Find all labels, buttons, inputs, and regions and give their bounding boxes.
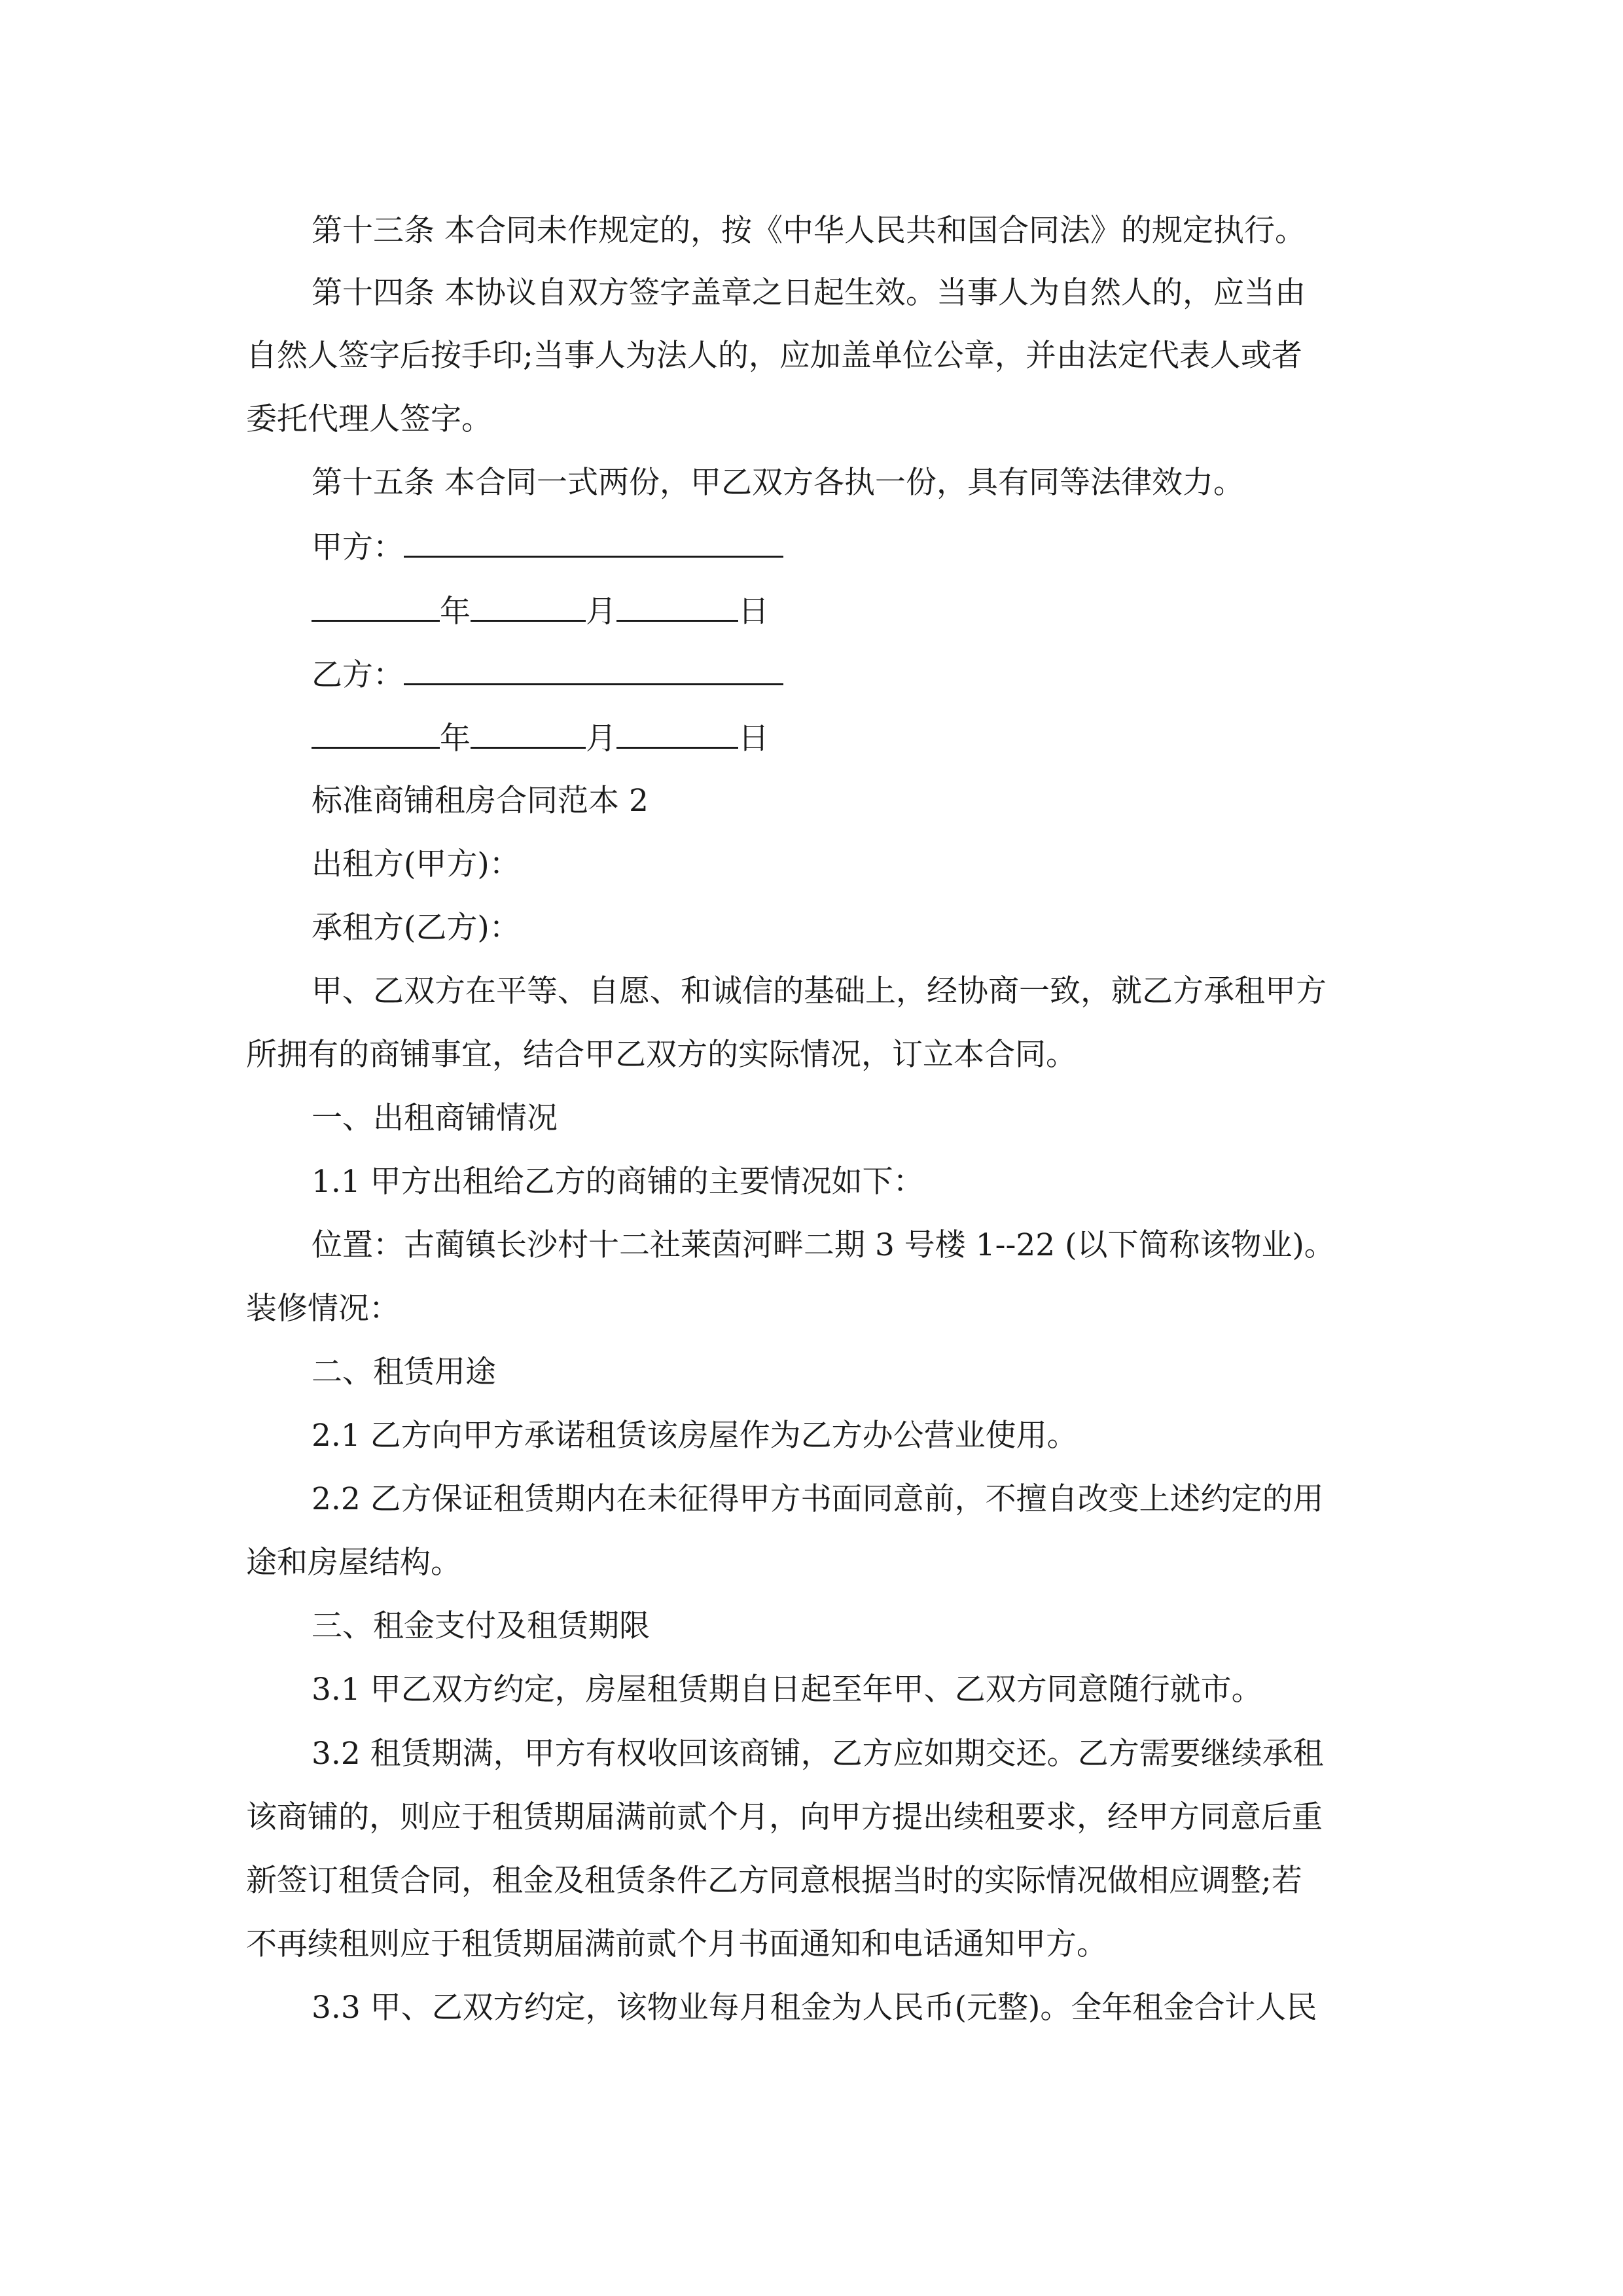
article-13: 第十三条 本合同未作规定的，按《中华人民共和国合同法》的规定执行。 <box>312 213 1306 249</box>
clause-3-2-line-3: 新签订租赁合同，租金及租赁条件乙方同意根据当时的实际情况做相应调整;若 <box>246 1863 1302 1899</box>
lessor-label: 出租方(甲方)： <box>312 846 520 882</box>
article-15: 第十五条 本合同一式两份，甲乙双方各执一份，具有同等法律效力。 <box>312 465 1244 501</box>
party-b-year-blank <box>312 718 440 749</box>
party-b-year-label: 年 <box>440 721 471 757</box>
party-b-day-blank <box>616 718 738 749</box>
clause-2-1: 2.1 乙方向甲方承诺租赁该房屋作为乙方办公营业使用。 <box>312 1418 1078 1454</box>
party-a-year-blank <box>312 591 440 622</box>
party-a-day-label: 日 <box>738 594 769 630</box>
article-14-line-1: 第十四条 本协议自双方签字盖章之日起生效。当事人为自然人的，应当由 <box>312 275 1306 311</box>
section-2-title: 二、租赁用途 <box>312 1354 496 1390</box>
clause-2-2-line-1: 2.2 乙方保证租赁期内在未征得甲方书面同意前，不擅自改变上述约定的用 <box>312 1481 1324 1517</box>
party-b-month-blank <box>471 718 586 749</box>
party-b-date-line <box>312 718 1450 757</box>
article-14-line-3: 委托代理人签字。 <box>246 401 492 437</box>
clause-3-1: 3.1 甲乙双方约定，房屋租赁期自日起至年甲、乙双方同意随行就市。 <box>312 1672 1262 1708</box>
party-a-signature-line <box>312 527 1450 566</box>
location-line: 位置：古蔺镇长沙村十二社莱茵河畔二期 3 号楼 1--22 (以下简称该物业)。 <box>312 1227 1335 1263</box>
article-14-line-2: 自然人签字后按手印;当事人为法人的，应加盖单位公章，并由法定代表人或者 <box>246 338 1302 374</box>
party-b-blank <box>404 655 783 685</box>
party-a-month-label: 月 <box>586 594 616 630</box>
decoration-line: 装修情况： <box>246 1291 400 1327</box>
party-a-label: 甲方： <box>312 529 404 565</box>
clause-2-2-line-2: 途和房屋结构。 <box>246 1545 461 1581</box>
party-b-label: 乙方： <box>312 657 404 693</box>
party-b-day-label: 日 <box>738 721 769 757</box>
lessee-label: 承租方(乙方)： <box>312 910 520 946</box>
preamble-line-1: 甲、乙双方在平等、自愿、和诚信的基础上，经协商一致，就乙方承租甲方 <box>312 973 1327 1009</box>
preamble-line-2: 所拥有的商铺事宜，结合甲乙双方的实际情况，订立本合同。 <box>246 1037 1077 1073</box>
clause-3-3: 3.3 甲、乙双方约定，该物业每月租金为人民币(元整)。全年租金合计人民 <box>312 1990 1317 2026</box>
section-3-title: 三、租金支付及租赁期限 <box>312 1608 650 1644</box>
party-a-day-blank <box>616 591 738 622</box>
contract-2-title: 标准商铺租房合同范本 2 <box>312 783 649 819</box>
party-b-month-label: 月 <box>586 721 616 757</box>
party-b-signature-line <box>312 655 1450 694</box>
party-a-blank <box>404 527 783 558</box>
clause-3-2-line-1: 3.2 租赁期满，甲方有权收回该商铺，乙方应如期交还。乙方需要继续承租 <box>312 1736 1324 1772</box>
party-a-date-line <box>312 591 1450 630</box>
section-1-title: 一、出租商铺情况 <box>312 1100 558 1136</box>
clause-3-2-line-2: 该商铺的，则应于租赁期届满前贰个月，向甲方提出续租要求，经甲方同意后重 <box>246 1799 1323 1835</box>
party-a-month-blank <box>471 591 586 622</box>
clause-1-1: 1.1 甲方出租给乙方的商铺的主要情况如下： <box>312 1164 924 1200</box>
clause-3-2-line-4: 不再续租则应于租赁期届满前贰个月书面通知和电话通知甲方。 <box>246 1926 1107 1962</box>
party-a-year-label: 年 <box>440 594 471 630</box>
